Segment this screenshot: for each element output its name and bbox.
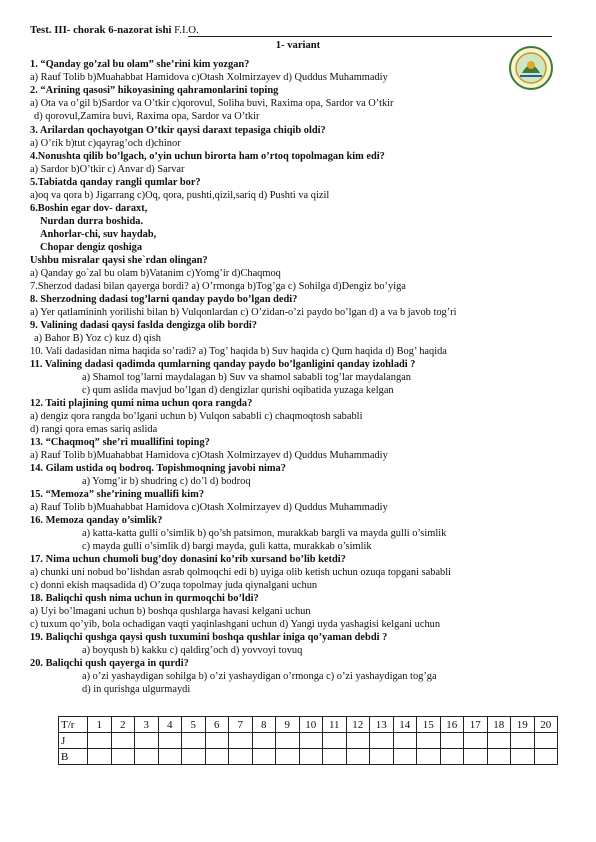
row-label: B (59, 749, 88, 765)
question-number-cell: 18 (487, 717, 511, 733)
question-number-cell: 15 (417, 717, 441, 733)
answer-options: a) Yer qatlamininh yorilishi bilan b) Vulqonlardan c) O’zidan-o’zi paydo bo’lgan d) a va b javob tog’ri (30, 307, 457, 318)
question-text: 15. “Memoza” she’rining muallifi kim? (30, 489, 205, 500)
question-text: Nurdan durra boshida. (40, 216, 144, 227)
answer-options: c) donni ekish maqsadida d) O’zuqa topolmay juda qiynalgani uchun (30, 580, 318, 591)
answer-cell[interactable] (111, 749, 135, 765)
question-number-cell: 17 (464, 717, 488, 733)
answer-cell[interactable] (111, 733, 135, 749)
question-number-cell: 19 (511, 717, 535, 733)
answer-options: a) Bahor B) Yoz c) kuz d) qish (34, 333, 161, 344)
answer-row-b (59, 749, 558, 765)
question-text: 6.Boshin egar dov- daraxt, (30, 203, 148, 214)
answer-cell[interactable] (205, 749, 229, 765)
question-text: 11. Valining dadasi qadimda qumlarning qanday paydo bo’lganligini qanday izohladi ? (30, 359, 416, 370)
answer-options: d) qorovul,Zamira buvi, Raxima opa, Sardor va O’tkir (34, 111, 260, 122)
answer-options: a) Ota va o’gil b)Sardor va O’tkir c)qorovul, Soliha buvi, Raxima opa, Sardor va O’tkir (30, 98, 394, 109)
answer-cell[interactable] (511, 733, 535, 749)
answer-cell[interactable] (487, 733, 511, 749)
answer-options: d) in qurishga ulgurmaydi (82, 684, 191, 695)
question-text: 8. Sherzodning dadasi tog’larni qanday paydo bo’lgan dedi? (30, 294, 298, 305)
answer-options: a) Qanday go`zal bu olam b)Vatanim c)Yomg’ir d)Chaqmoq (30, 268, 281, 279)
answer-cell[interactable] (346, 749, 370, 765)
question-number-cell: 10 (299, 717, 323, 733)
answer-cell[interactable] (440, 749, 464, 765)
answer-cell[interactable] (323, 749, 347, 765)
answer-options: a) o’zi yashaydigan sohilga b) o’zi yashaydigan o’rmonga c) o’zi yashaydigan tog’ga (82, 671, 437, 682)
answer-options: a) O’rik b)tut c)qayrag’och d)chinor (30, 138, 181, 149)
answer-options: a) Rauf Tolib b)Muahabbat Hamidova c)Otash Xolmirzayev d) Quddus Muhammadiy (30, 72, 388, 83)
answer-cell[interactable] (370, 749, 394, 765)
row-label: J (59, 733, 88, 749)
answer-options: a) Rauf Tolib b)Muahabbat Hamidova c)Otash Xolmirzayev d) Quddus Muhammadiy (30, 502, 388, 513)
question-number-cell: 8 (252, 717, 276, 733)
question-number-cell: 20 (534, 717, 558, 733)
answer-table-header-row (59, 717, 558, 733)
question-number-cell: 14 (393, 717, 417, 733)
answer-cell[interactable] (158, 749, 182, 765)
question-number-cell: 2 (111, 717, 135, 733)
answer-cell[interactable] (135, 733, 159, 749)
answer-cell[interactable] (534, 749, 558, 765)
question-number-cell: 12 (346, 717, 370, 733)
answer-options: 10. Vali dadasidan nima haqida so’radi? a) Tog’ haqida b) Suv haqida c) Qum haqida d) Bog’ haqida (30, 346, 447, 357)
question-text: 12. Taiti plajining qumi nima uchun qora rangda? (30, 398, 253, 409)
answer-cell[interactable] (205, 733, 229, 749)
answer-options: a) Sardor b)O’tkir c) Anvar d) Sarvar (30, 164, 185, 175)
question-text: 1. “Qanday go’zal bu olam” she’rini kim yozgan? (30, 59, 250, 70)
answer-cell[interactable] (229, 733, 253, 749)
answer-cell[interactable] (393, 733, 417, 749)
question-number-cell: 5 (182, 717, 206, 733)
answer-cell[interactable] (511, 749, 535, 765)
question-text: 18. Baliqchi qush nima uchun in qurmoqchi bo’ldi? (30, 593, 259, 604)
question-text: 2. “Arining qasosi” hikoyasining qahramonlarini toping (30, 85, 279, 96)
answer-cell[interactable] (158, 733, 182, 749)
fio-label: F.I.O. (174, 24, 199, 36)
answer-cell[interactable] (464, 733, 488, 749)
answer-options: 7.Sherzod dadasi bilan qayerga bordi? a) O’rmonga b)Tog’ga c) Sohilga d)Dengiz bo’yiga (30, 281, 406, 292)
answer-options: a) chunki uni nobud bo’lishdan asrab qolmoqchi edi b) uyiga olib ketish uchun ozuqa topgani sababli (30, 567, 452, 578)
test-title: Test. III- chorak 6-nazorat ishi (30, 24, 172, 36)
answer-cell[interactable] (252, 733, 276, 749)
answer-options: a) dengiz qora rangda bo’lgani uchun b) Vulqon sababli c) chaqmoqtosh sababli (30, 411, 363, 422)
answer-options: c) tuxum qo’yib, bola ochadigan vaqti yaqinlashgani uchun d) Yangi uyda yashagisi kelgani uchun (30, 619, 441, 630)
answer-cell[interactable] (417, 733, 441, 749)
question-number-cell: 1 (88, 717, 112, 733)
answer-options: a) Uyi bo’lmagani uchun b) boshqa qushlarga havasi kelgani uchun (30, 606, 311, 617)
answer-options: a)oq va qora b) Jigarrang c)Oq, qora, pushti,qizil,sariq d) Pushti va qizil (30, 190, 330, 201)
question-text: 4.Nonushta qilib bo’lgach, o’yin uchun birorta ham o’rtoq topolmagan kim edi? (30, 151, 385, 162)
answer-options: d) rangi qora emas sariq aslida (30, 424, 158, 435)
question-text: Ushbu misralar qaysi she`rdan olingan? (30, 255, 208, 266)
answer-cell[interactable] (346, 733, 370, 749)
table-header-label: T/r (59, 717, 88, 733)
answer-cell[interactable] (417, 749, 441, 765)
question-number-cell: 4 (158, 717, 182, 733)
question-number-cell: 3 (135, 717, 159, 733)
answer-options: a) katta-katta gulli o’simlik b) qo’sh patsimon, murakkab bargli va mayda gulli o’simlik (82, 528, 447, 539)
answer-options: a) Rauf Tolib b)Muahabbat Hamidova c)Otash Xolmirzayev d) Quddus Muhammadiy (30, 450, 388, 461)
question-number-cell: 16 (440, 717, 464, 733)
answer-cell[interactable] (276, 733, 300, 749)
answer-cell[interactable] (440, 733, 464, 749)
question-number-cell: 9 (276, 717, 300, 733)
answer-row-j (59, 733, 558, 749)
question-number-cell: 7 (229, 717, 253, 733)
answer-cell[interactable] (299, 733, 323, 749)
answer-cell[interactable] (182, 749, 206, 765)
variant-label: 1- variant (275, 40, 321, 51)
answer-cell[interactable] (135, 749, 159, 765)
question-text: Chopar dengiz qoshiga (40, 242, 143, 253)
question-text: 19. Baliqchi qushga qaysi qush tuxumini boshqa qushlar iniga qo’yaman debdi ? (30, 632, 388, 643)
question-text: 14. Gilam ustida oq bodroq. Topishmoqning javobi nima? (30, 463, 286, 474)
question-number-cell: 11 (323, 717, 347, 733)
test-header (30, 24, 199, 36)
question-text: 17. Nima uchun chumoli bug’doy donasini ko’rib xursand bo’lib ketdi? (30, 554, 346, 565)
answer-table (58, 716, 558, 765)
answer-cell[interactable] (88, 733, 112, 749)
answer-cell[interactable] (323, 733, 347, 749)
answer-cell[interactable] (299, 749, 323, 765)
question-text: 16. Memoza qanday o’simlik? (30, 515, 163, 526)
answer-options: a) Shamol tog’larni maydalagan b) Suv va shamol sababli tog’lar maydalangan (82, 372, 411, 383)
question-text: 20. Baliqchi qush qayerga in qurdi? (30, 658, 189, 669)
answer-options: a) Yomg’ir b) shudring c) do’l d) bodroq (82, 476, 251, 487)
question-number-cell: 6 (205, 717, 229, 733)
answer-options: c) qum aslida mavjud bo’lgan d) dengizlar qurishi oqibatida yuzaga kelgan (82, 385, 394, 396)
answer-cell[interactable] (276, 749, 300, 765)
answer-cell[interactable] (534, 733, 558, 749)
answer-cell[interactable] (252, 749, 276, 765)
question-text: 9. Valining dadasi qaysi faslda dengizga olib bordi? (30, 320, 257, 331)
answer-cell[interactable] (393, 749, 417, 765)
question-text: 5.Tabiatda qanday rangli qumlar bor? (30, 177, 201, 188)
answer-cell[interactable] (370, 733, 394, 749)
question-text: 3. Arilardan qochayotgan O’tkir qaysi daraxt tepasiga chiqib oldi? (30, 125, 326, 136)
question-text: 13. “Chaqmoq” she’ri muallifini toping? (30, 437, 210, 448)
question-number-cell: 13 (370, 717, 394, 733)
fio-input-line[interactable] (188, 36, 552, 37)
answer-cell[interactable] (88, 749, 112, 765)
answer-options: a) boyqush b) kakku c) qaldirg’och d) yovvoyi tovuq (82, 645, 303, 656)
answer-cell[interactable] (229, 749, 253, 765)
answer-cell[interactable] (487, 749, 511, 765)
answer-cell[interactable] (464, 749, 488, 765)
answer-cell[interactable] (182, 733, 206, 749)
question-text: Anhorlar-chi, suv haydab, (40, 229, 157, 240)
answer-options: c) mayda gulli o’simlik d) bargi mayda, guli katta, murakkab o’simlik (82, 541, 372, 552)
